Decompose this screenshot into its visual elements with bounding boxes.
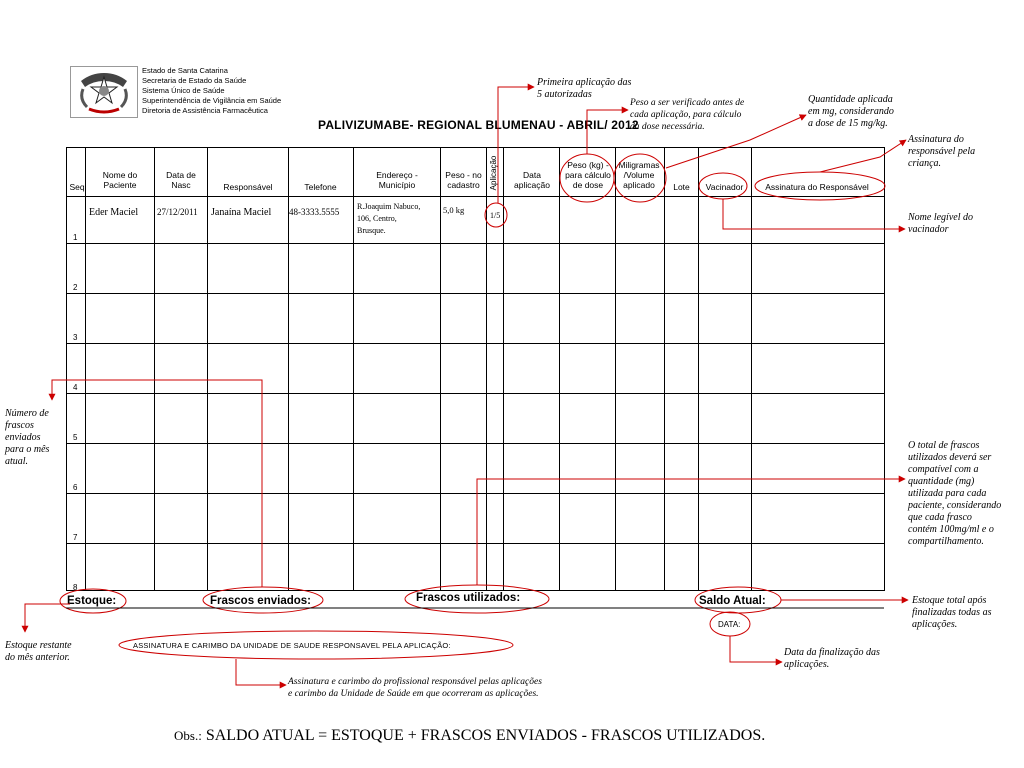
- col-header-vacinador: Vacinador: [705, 182, 744, 192]
- col-header-telefone: Telefone: [304, 182, 337, 192]
- note-quantidade-aplicada: Quantidade aplicada em mg, considerando a dose de 15 mg/kg.: [808, 94, 894, 129]
- col-header-assinatura: Assinatura do Responsável: [765, 182, 869, 192]
- footer-frascos-utilizados: Frascos utilizados:: [416, 592, 521, 604]
- col-header-lote: Lote: [673, 182, 690, 192]
- note-data-finalizacao: Data da finalização das aplicações.: [784, 647, 880, 670]
- row-number-5: 5: [73, 433, 78, 442]
- note-nome-vacinador: Nome legível do vacinador: [908, 212, 973, 235]
- col-header-data-nasc: Data de Nasc: [166, 170, 196, 190]
- note-assinatura-responsavel: Assinatura do responsável pela criança.: [908, 134, 976, 169]
- row-number-2: 2: [73, 283, 78, 292]
- footer-assinatura: ASSINATURA E CARIMBO DA UNIDADE DE SAUDE RESPONSAVEL PELA APLICAÇÃO:: [133, 641, 451, 650]
- footer-estoque: Estoque:: [67, 595, 117, 607]
- row1-aplicacao: 1/5: [490, 211, 501, 220]
- row1-endereco: R.Joaquim Nabuco, 106, Centro, Brusque.: [357, 202, 421, 235]
- row-number-6: 6: [73, 483, 78, 492]
- col-header-seq: Seq: [69, 182, 85, 192]
- col-header-data-aplicacao: Data aplicação: [514, 170, 550, 190]
- col-header-peso-dose: Peso (kg) - para cálculo de dose: [565, 160, 611, 190]
- row1-responsavel: Janaína Maciel: [211, 207, 272, 218]
- obs-text: SALDO ATUAL = ESTOQUE + FRASCOS ENVIADOS - FRASCOS UTILIZADOS.: [205, 727, 766, 744]
- col-header-miligramas: Miligramas /Volume aplicado: [618, 160, 660, 190]
- header-line-diretoria: Diretoria de Assistência Farmacêutica: [142, 106, 268, 115]
- row1-telefone: 48-3333.5555: [289, 207, 340, 217]
- header-line-sistema: Sistema Único de Saúde: [142, 86, 225, 95]
- row1-peso: 5,0 kg: [443, 205, 465, 215]
- col-header-responsavel: Responsável: [223, 182, 273, 192]
- footer-data: DATA:: [718, 620, 741, 629]
- header-line-secretaria: Secretaria de Estado da Saúde: [142, 76, 247, 85]
- col-header-endereco: Endereço - Município: [376, 170, 418, 190]
- footer-frascos-enviados: Frascos enviados:: [210, 595, 311, 607]
- row-number-4: 4: [73, 383, 78, 392]
- note-estoque-total: Estoque total após finalizadas todas as aplicações.: [912, 595, 992, 630]
- note-primeira-aplicacao: Primeira aplicação das 5 autorizadas: [537, 77, 632, 100]
- note-numero-frascos: Número de frascos enviados para o mês atual.: [5, 408, 50, 467]
- col-header-aplicacao: Aplicação: [489, 155, 498, 191]
- row1-data-nasc: 27/12/2011: [157, 207, 198, 217]
- footer-saldo-atual: Saldo Atual:: [699, 595, 766, 607]
- row-number-3: 3: [73, 333, 78, 342]
- document-title: PALIVIZUMABE- REGIONAL BLUMENAU - ABRIL/ 2012: [318, 118, 639, 132]
- note-peso-verificado: Peso a ser verificado antes de cada aplicação, para cálculo da dose necessária.: [630, 98, 745, 132]
- row1-nome: Eder Maciel: [89, 207, 139, 218]
- note-estoque-restante: Estoque restante do mês anterior.: [5, 640, 72, 663]
- obs-label: Obs.:: [174, 728, 202, 743]
- col-header-nome: Nome do Paciente: [102, 170, 138, 190]
- note-total-frascos: O total de frascos utilizados deverá ser compatível com a quantidade (mg) utilizada para cada paciente, considerando que cada frasco contém 100mg/ml e o compartilhamento.: [908, 440, 1002, 547]
- row-number-7: 7: [73, 533, 78, 542]
- row-number-8: 8: [73, 583, 78, 592]
- col-header-peso-cadastro: Peso - no cadastro: [445, 170, 482, 190]
- row-number-1: 1: [73, 233, 78, 242]
- header-line-estado: Estado de Santa Catarina: [142, 66, 228, 75]
- note-assinatura-carimbo: Assinatura e carimbo do profissional responsável pelas aplicações e carimbo da Unidade de Saúde em que ocorreram as aplicações.: [288, 677, 542, 699]
- header-line-superintendencia: Superintendência de Vigilância em Saúde: [142, 96, 282, 105]
